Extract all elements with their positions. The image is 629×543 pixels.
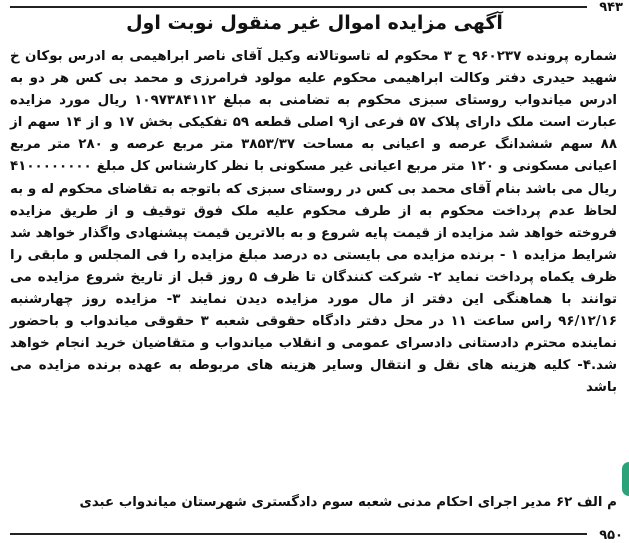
edge-tab-mark xyxy=(622,462,629,496)
page-number-top: ۹۴۳ xyxy=(599,0,623,15)
bottom-divider xyxy=(10,533,587,535)
top-divider xyxy=(10,6,587,8)
notice-signature: م الف ۶۲ مدیر اجرای احکام مدنی شعبه سوم دادگستری شهرستان میاندواب عبدی xyxy=(79,495,617,510)
page-number-bottom: ۹۵۰ xyxy=(599,528,623,543)
notice-title: آگهی مزایده اموال غیر منقول نوبت اول xyxy=(126,12,503,34)
notice-body: شماره پرونده ۹۶۰۲۳۷ ح ۳ محکوم له تاسوتالانه وکیل آقای ناصر ابراهیمی به ادرس بوکان خ شهید حیدری دفتر وکالت ابراهیمی محکوم علیه مولود فرامرزی و محمد بی کس هر دو به ادرس میاندواب روستای سبزی محکوم به تضامنی به مبلغ ۱۰۹۷۳۸۴۱۱۲ ریال مورد مزایده عبارت است ملک دارای پلاک ۵۷ فرعی از۹ اصلی قطعه ۵۹ تفکیکی بخش ۱۷ و از ۱۴ سهم از ۸۸ سهم ششدانگ عرصه و اعیانی به مساحت ۳۸۵۳/۳۷ متر مربع عرصه و ۲۸۰ متر مربع اعیانی مسکونی و ۱۲۰ متر مربع اعیانی غیر مسکونی با نظر کارشناس کل مبلغ ۴۱۰۰۰۰۰۰۰۰ ریال می باشد بنام آقای محمد بی کس در روستای سبزی که باتوجه به تقاضای محکوم له و به لحاظ عدم پرداخت محکوم به از طرف محکوم علیه ملک فوق توقیف و از طریق مزایده فروخته خواهد شد مزایده از قیمت پایه شروع و به بالاترین قیمت پیشنهادی واگذار خواهد شد شرایط مزایده ۱ - برنده مزایده می بایستی ده درصد مبلغ مزایده را فی المجلس و مابقی را ظرف یکماه پرداخت نماید ۲- شرکت کنندگان تا ظرف ۵ روز قبل از تاریخ شروع مزایده می توانند با هماهنگی این دفتر از مال مورد مزایده دیدن نمایند ۳- مزایده روز چهارشنبه ۹۶/۱۲/۱۶ راس ساعت ۱۱ در محل دفتر دادگاه حقوقی شعبه ۳ حقوقی میاندواب و باحضور نماینده محترم دادستانی دادسرای عمومی و انقلاب میاندواب و متقاضیان خرید انجام خواهد شد.۴- کلیه هزینه های نقل و انتقال وسایر هزینه های مربوطه به عهده برنده مزایده می باشد xyxy=(10,49,618,396)
